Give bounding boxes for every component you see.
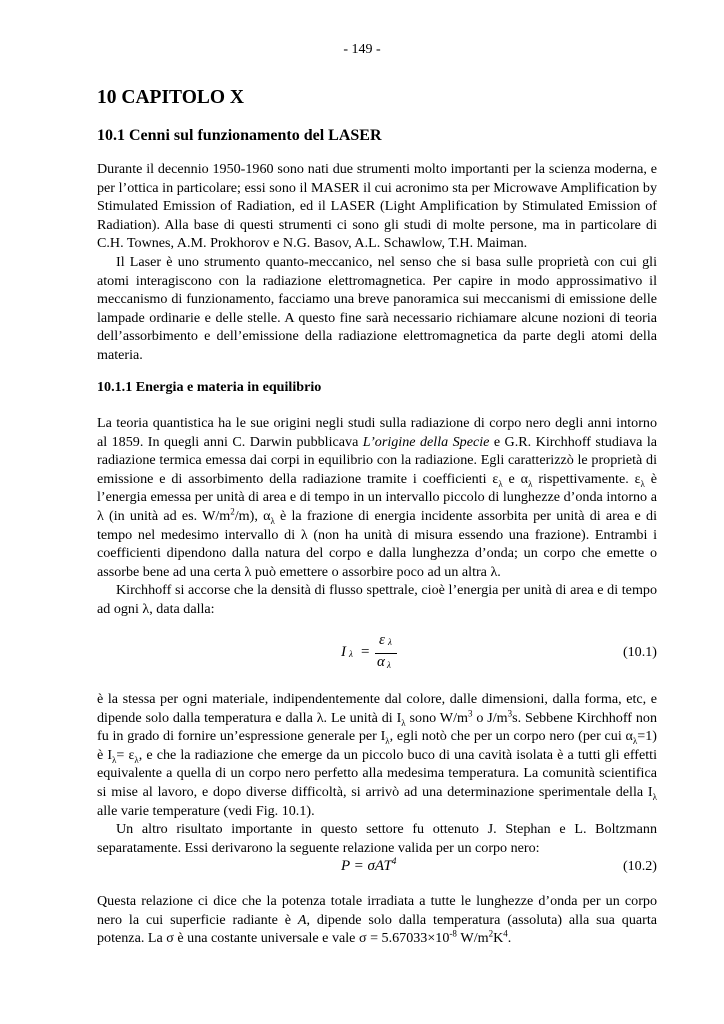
paragraph-5: è la stessa per ogni materiale, indipendentemente dal colore, dalle dimensioni, dalla forma, etc, e dipende solo dalla temperatura e dalla λ. Le unità di $I_\lambda$ sono $W/m^3$ o $J/m^3s$. Sebbene Kirchhoff non fu in grado di fornire un’espressione generale per $I_\lambda$, egli notò che per un corpo nero (per cui $\alpha_\lambda=1$) è $I_\lambda= \varepsilon_\lambda$, e che la radiazione che emerge da un piccolo buco di una cavità isolata è a tutti gli effetti equivalente a quella di un corpo nero perfetto alla medesima temperatura. La comunità scientifica si mise al lavoro, e dopo diverse difficoltà, si arrivò ad una determinazione sperimentale della $I_\lambda$ alle varie temperature (vedi Fig. 10.1). [97,691,657,819]
paragraph-results [97,690,657,857]
paragraph-3: La teoria quantistica ha le sue origini negli studi sulla radiazione di corpo nero degli anni intorno al 1859. In quegli anni C. Darwin pubblicava L’origine della Specie e G.R. Kirchhoff studiava la radiazione termica emessa dai corpi in equilibrio con la radiazione. Egli caratterizzò le proprietà di emissione e di assorbimento della radiazione tramite i coefficienti $\varepsilon_\lambda$ e $\alpha_\lambda$ rispettivamente. $\varepsilon_\lambda$ è l’energia emessa per unità di area e di tempo in un intervallo piccolo di lunghezze d’onda intorno a λ (in unità ad es. $W/m^2/m$), $\alpha_\lambda$ è la frazione di energia incidente assorbita per unità di area e di tempo nel medesimo intervallo di λ (non ha unità di misura essendo una frazione). Entrambi i coefficienti dipendono dalla natura del corpo e dalla lunghezza d’onda; un corpo che emette o assorbe bene ad una certa λ può emettere o assorbire poco ad un altra λ. [97,415,658,580]
chapter-title: 10 CAPITOLO X [97,87,244,108]
equation-label: (10.1) [622,644,657,660]
paragraph-7: Questa relazione ci dice che la potenza totale irradiata a tutte le lunghezze d’onda per un corpo nero la cui superficie radiante è A, dipende solo dalla temperatura (assoluta) alla sua quarta potenza. La σ è una costante universale e vale $\sigma = 5.67033\times 10^{-8}$ $W/m^2K^4$. [97,893,657,947]
equation-formula: P = σAT$^4$ [341,856,397,874]
paragraph-kirchhoff [97,414,657,619]
page-content [97,86,658,947]
paragraph-4: Kirchhoff si accorse che la densità di flusso spettrale, cioè l’energia per unità di area e di tempo ad ogni λ, data dalla: [97,582,657,617]
section-title: 10.1 Cenni sul funzionamento del LASER [97,127,382,144]
paragraph-intro [97,160,657,365]
paragraph-2: Il Laser è uno strumento quanto-meccanico, nel senso che si basa sulle proprietà con cui gli atomi interagiscono con la radiazione elettromagnetica. Per capire in modo approssimativo il meccanismo di funzionamento, facciamo una breve panoramica sui meccanismi di emissione delle lampade ordinarie e delle stelle. A questo fine sarà necessario richiamare alcune nozioni di teoria dell’assorbimento e dell’emissione della radiazione elettromagnetica da parte degli atomi della materia. [97,253,657,363]
page-number: - 149 - [343,42,381,57]
equation-label: (10.2) [622,858,657,874]
equation-10-1 [97,632,657,672]
paragraph-6: Un altro risultato importante in questo settore fu ottenuto J. Stephan e L. Boltzmann separatamente. Essi derivarono la seguente relazione valida per un corpo nero: [97,821,657,856]
paragraph-stefan [97,892,657,948]
subsection-title: 10.1.1 Energia e materia in equilibrio [97,379,322,395]
equation-fraction: I λ = ε λ α λ [341,632,401,674]
equation-10-2 [97,856,657,896]
paragraph-1: Durante il decennio 1950-1960 sono nati due strumenti molto importanti per la scienza moderna, e per l’ottica in particolare; essi sono il MASER il cui acronimo sta per Microwave Amplification by Stimulated Emission of Radiation, ed il LASER (Light Amplification by Stimulated Emission of Radiation). Alla base di questi strumenti ci sono gli studi di molte persone, ma in particolare di C.H. Townes, A.M. Prokhorov e N.G. Basov, A.L. Schawlow, T.H. Maiman. [97,161,657,252]
